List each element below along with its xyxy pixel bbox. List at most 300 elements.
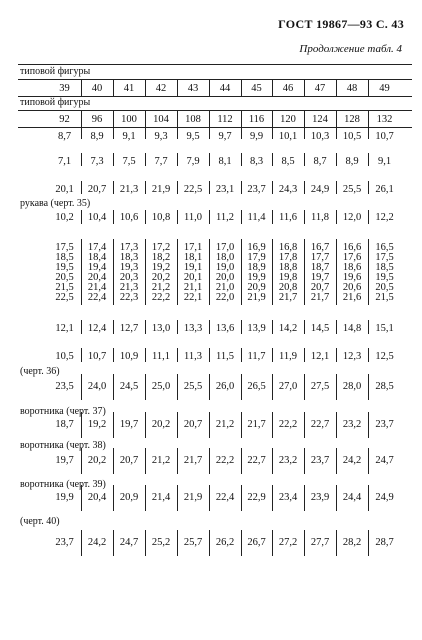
table-cell: 19,8 — [278, 272, 298, 283]
table-cell: 25,5 — [342, 184, 362, 195]
column-divider — [368, 348, 369, 362]
column-divider — [81, 485, 82, 511]
table-cell: 10,9 — [119, 351, 139, 362]
table-cell: 22,5 — [183, 184, 203, 195]
table-cell: 21,7 — [278, 292, 298, 303]
column-divider — [81, 374, 82, 400]
table-cell: 22,2 — [215, 455, 235, 466]
column-divider — [145, 210, 146, 224]
table-cell: 20,1 — [183, 272, 203, 283]
table-cell: 25,2 — [151, 537, 171, 548]
column-divider — [209, 530, 210, 556]
table-cell: 23,1 — [215, 184, 235, 195]
column-divider — [368, 110, 369, 127]
table-cell: 21,3 — [119, 282, 139, 293]
table-cell: 18,7 — [55, 419, 74, 430]
table-cell: 14,2 — [278, 323, 298, 334]
table-cell: 45 — [251, 83, 262, 94]
column-divider — [113, 412, 114, 438]
table-cell: 17,5 — [55, 242, 74, 253]
column-divider — [113, 485, 114, 511]
column-divider — [241, 128, 242, 139]
column-divider — [209, 485, 210, 511]
column-divider — [241, 448, 242, 474]
table-cell: 27,2 — [278, 537, 298, 548]
table-cell: 43 — [187, 83, 199, 94]
table-cell: 23,5 — [55, 381, 74, 392]
column-divider — [304, 348, 305, 362]
section-label: (черт. 36) — [20, 366, 60, 377]
table-cell: 12,3 — [342, 351, 362, 362]
table-cell: 18,3 — [119, 252, 139, 263]
table-cell: 19,7 — [310, 272, 330, 283]
column-divider — [113, 374, 114, 400]
table-cell: 21,5 — [55, 282, 74, 293]
table-cell: 8,1 — [218, 156, 232, 167]
column-divider — [177, 79, 178, 96]
table-cell: 24,9 — [375, 492, 394, 503]
table-cell: 11,4 — [247, 212, 266, 223]
column-divider — [145, 79, 146, 96]
table-cell: 18,1 — [183, 252, 203, 263]
column-divider — [145, 110, 146, 127]
table-cell: 16,9 — [247, 242, 266, 253]
table-cell: 19,5 — [55, 262, 74, 273]
column-divider — [145, 239, 146, 305]
table-cell: 20,9 — [119, 492, 139, 503]
column-divider — [241, 79, 242, 96]
table-cell: 22,2 — [278, 419, 298, 430]
table-cell: 11,5 — [216, 351, 234, 362]
column-divider — [209, 348, 210, 362]
table-cell: 19,7 — [119, 419, 139, 430]
table-cell: 28,2 — [342, 537, 362, 548]
column-divider — [177, 320, 178, 334]
table-cell: 24,2 — [342, 455, 362, 466]
column-divider — [272, 181, 273, 194]
table-cell: 20,7 — [119, 455, 139, 466]
table-cell: 12,0 — [342, 212, 362, 223]
column-divider — [145, 485, 146, 511]
table-cell: 19,7 — [55, 455, 74, 466]
table-cell: 44 — [219, 83, 231, 94]
column-divider — [81, 110, 82, 127]
column-divider — [113, 530, 114, 556]
table-cell: 11,8 — [311, 212, 329, 223]
table-cell: 132 — [376, 114, 393, 125]
column-divider — [145, 374, 146, 400]
column-divider — [272, 412, 273, 438]
column-divider — [304, 79, 305, 96]
table-cell: 26,7 — [247, 537, 266, 548]
table-cell: 9,5 — [186, 131, 200, 142]
table-cell: 10,2 — [55, 212, 74, 223]
column-divider — [145, 448, 146, 474]
table-cell: 16,8 — [278, 242, 298, 253]
table-cell: 20,2 — [87, 455, 107, 466]
column-divider — [304, 448, 305, 474]
table-cell: 10,5 — [342, 131, 362, 142]
table-cell: 18,7 — [310, 262, 330, 273]
table-cell: 20,2 — [151, 419, 171, 430]
column-divider — [304, 181, 305, 194]
table-cell: 20,7 — [310, 282, 330, 293]
table-cell: 19,3 — [119, 262, 139, 273]
column-divider — [368, 128, 369, 139]
table-cell: 11,2 — [216, 212, 234, 223]
table-cell: 22,5 — [55, 292, 74, 303]
table-cell: 96 — [91, 114, 103, 125]
table-cell: 22,7 — [310, 419, 330, 430]
column-divider — [336, 239, 337, 305]
table-cell: 124 — [312, 114, 328, 125]
table-rule — [18, 127, 412, 128]
table-cell: 26,2 — [215, 537, 235, 548]
column-divider — [304, 485, 305, 511]
table-cell: 10,3 — [310, 131, 330, 142]
column-divider — [304, 374, 305, 400]
table-cell: 20,5 — [55, 272, 74, 283]
column-divider — [113, 79, 114, 96]
section-label: воротника (черт. 39) — [20, 479, 106, 490]
table-cell: 24,9 — [310, 184, 330, 195]
table-cell: 8,7 — [57, 131, 72, 142]
table-cell: 19,4 — [87, 262, 107, 273]
column-divider — [209, 320, 210, 334]
table-cell: 15,1 — [375, 323, 394, 334]
table-cell: 23,2 — [342, 419, 362, 430]
column-divider — [241, 374, 242, 400]
column-divider — [272, 210, 273, 224]
table-cell: 22,4 — [87, 292, 107, 303]
table-cell: 23,7 — [55, 537, 74, 548]
table-cell: 27,5 — [310, 381, 330, 392]
table-cell: 22,3 — [119, 292, 139, 303]
column-divider — [336, 348, 337, 362]
column-divider — [241, 412, 242, 438]
column-divider — [81, 348, 82, 362]
table-cell: 24,2 — [87, 537, 107, 548]
table-cell: 10,1 — [278, 131, 298, 142]
table-cell: 10,7 — [375, 131, 394, 142]
table-cell: 20,4 — [87, 492, 107, 503]
table-cell: 46 — [282, 83, 294, 94]
column-divider — [209, 153, 210, 166]
table-cell: 20,3 — [119, 272, 139, 283]
table-cell: 11,1 — [152, 351, 170, 362]
column-divider — [272, 374, 273, 400]
column-divider — [304, 412, 305, 438]
table-cell: 21,6 — [342, 292, 362, 303]
table-cell: 7,3 — [90, 156, 104, 167]
table-cell: 23,7 — [375, 419, 394, 430]
table-cell: 7,5 — [122, 156, 136, 167]
table-cell: 23,4 — [278, 492, 298, 503]
table-cell: 120 — [280, 114, 296, 125]
table-cell: 19,0 — [215, 262, 235, 273]
table-cell: 24,0 — [87, 381, 107, 392]
column-divider — [113, 128, 114, 139]
column-divider — [81, 412, 82, 438]
table-cell: 48 — [346, 83, 358, 94]
table-cell: 14,5 — [310, 323, 330, 334]
table-cell: 26,1 — [375, 184, 394, 195]
column-divider — [368, 153, 369, 166]
table-cell: 19,2 — [151, 262, 171, 273]
table-cell: 39 — [59, 83, 70, 94]
table-rule — [18, 110, 412, 111]
table-cell: 12,4 — [87, 323, 107, 334]
table-cell: 20,7 — [87, 184, 107, 195]
column-divider — [241, 210, 242, 224]
table-cell: 22,9 — [247, 492, 266, 503]
table-cell: 9,3 — [154, 131, 168, 142]
table-cell: 9,9 — [249, 131, 264, 142]
column-divider — [81, 448, 82, 474]
table-cell: 24,7 — [375, 455, 394, 466]
table-cell: 40 — [91, 83, 103, 94]
column-divider — [241, 485, 242, 511]
column-divider — [81, 181, 82, 194]
table-cell: 21,2 — [151, 282, 171, 293]
table-cell: 19,9 — [55, 492, 74, 503]
column-divider — [368, 320, 369, 334]
column-divider — [113, 153, 114, 166]
column-divider — [113, 348, 114, 362]
table-cell: 20,8 — [278, 282, 298, 293]
column-divider — [272, 530, 273, 556]
column-divider — [209, 128, 210, 139]
column-divider — [272, 239, 273, 305]
table-cell: 10,8 — [151, 212, 171, 223]
column-divider — [209, 448, 210, 474]
column-divider — [177, 448, 178, 474]
table-cell: 9,1 — [377, 156, 392, 167]
table-cell: 92 — [59, 114, 70, 125]
table-cell: 11,7 — [247, 351, 266, 362]
table-cell: 24,4 — [342, 492, 362, 503]
column-divider — [241, 348, 242, 362]
column-divider — [368, 210, 369, 224]
table-cell: 42 — [155, 83, 167, 94]
table-cell: 17,5 — [375, 252, 394, 263]
table-cell: 116 — [248, 114, 265, 125]
table-cell: 41 — [123, 83, 135, 94]
table-cell: 20,5 — [375, 282, 394, 293]
table-cell: 12,1 — [55, 323, 74, 334]
table-cell: 11,6 — [279, 212, 297, 223]
table-cell: 18,8 — [278, 262, 298, 273]
table-cell: 18,2 — [151, 252, 171, 263]
column-divider — [304, 320, 305, 334]
column-divider — [81, 79, 82, 96]
table-cell: 17,1 — [183, 242, 203, 253]
page-header-title: ГОСТ 19867—93 С. 43 — [278, 17, 404, 31]
table-cell: 21,2 — [151, 455, 171, 466]
column-divider — [272, 128, 273, 139]
section-label: воротника (черт. 38) — [20, 440, 106, 451]
column-divider — [304, 530, 305, 556]
table-cell: 21,7 — [310, 292, 330, 303]
column-divider — [177, 210, 178, 224]
table-cell: 21,7 — [183, 455, 203, 466]
column-divider — [81, 320, 82, 334]
column-divider — [209, 239, 210, 305]
table-cell: 18,6 — [342, 262, 362, 273]
table-cell: 17,0 — [215, 242, 235, 253]
table-cell: 22,7 — [247, 455, 266, 466]
table-cell: 17,9 — [247, 252, 266, 263]
column-divider — [304, 128, 305, 139]
table-cell: 8,9 — [345, 156, 359, 167]
table-cell: 19,1 — [183, 262, 203, 273]
table-cell: 18,0 — [215, 252, 235, 263]
table-cell: 104 — [153, 114, 169, 125]
column-divider — [336, 79, 337, 96]
column-divider — [209, 374, 210, 400]
column-divider — [177, 239, 178, 305]
column-divider — [304, 239, 305, 305]
column-divider — [304, 153, 305, 166]
table-cell: 21,4 — [87, 282, 107, 293]
table-cell: 12,2 — [375, 212, 394, 223]
column-divider — [272, 448, 273, 474]
column-divider — [113, 181, 114, 194]
column-divider — [368, 79, 369, 96]
table-cell: 47 — [314, 83, 326, 94]
column-divider — [336, 181, 337, 194]
table-cell: 10,4 — [87, 212, 107, 223]
column-divider — [209, 110, 210, 127]
table-cell: 19,5 — [375, 272, 394, 283]
table-cell: 24,7 — [119, 537, 139, 548]
column-divider — [272, 485, 273, 511]
table-cell: 21,4 — [151, 492, 171, 503]
table-rule — [18, 79, 412, 80]
column-divider — [145, 412, 146, 438]
column-divider — [241, 181, 242, 194]
column-divider — [304, 110, 305, 127]
column-divider — [81, 128, 82, 139]
column-divider — [177, 128, 178, 139]
column-divider — [113, 110, 114, 127]
column-divider — [368, 448, 369, 474]
table-cell: 21,9 — [247, 292, 266, 303]
section-label: (черт. 40) — [20, 516, 60, 527]
column-divider — [368, 412, 369, 438]
table-cell: 100 — [121, 114, 137, 125]
column-divider — [368, 181, 369, 194]
column-divider — [113, 210, 114, 224]
table-cell: 19,9 — [247, 272, 266, 283]
table-cell: 23,7 — [310, 455, 330, 466]
column-divider — [145, 153, 146, 166]
table-cell: 7,1 — [57, 156, 72, 167]
table-cell: 12,7 — [119, 323, 139, 334]
column-divider — [336, 110, 337, 127]
column-divider — [336, 153, 337, 166]
table-cell: 17,4 — [87, 242, 107, 253]
column-divider — [336, 374, 337, 400]
column-divider — [177, 485, 178, 511]
table-cell: 24,5 — [119, 381, 139, 392]
column-divider — [241, 153, 242, 166]
table-cell: 17,8 — [278, 252, 298, 263]
table-cell: 21,0 — [215, 282, 235, 293]
column-divider — [177, 153, 178, 166]
table-cell: 7,7 — [154, 156, 168, 167]
table-cell: 25,5 — [183, 381, 203, 392]
table-cell: 112 — [217, 114, 233, 125]
section-label: рукава (черт. 35) — [20, 198, 91, 209]
table-cell: 25,7 — [183, 537, 203, 548]
table-cell: 9,7 — [218, 131, 232, 142]
table-cell: 18,4 — [87, 252, 107, 263]
table-cell: 24,3 — [278, 184, 298, 195]
table-cell: 28,5 — [375, 381, 394, 392]
column-divider — [272, 348, 273, 362]
section-label: воротника (черт. 37) — [20, 406, 106, 417]
table-cell: 20,0 — [215, 272, 235, 283]
header-row-label: типовой фигуры — [20, 66, 91, 77]
column-divider — [209, 210, 210, 224]
column-divider — [336, 320, 337, 334]
column-divider — [177, 412, 178, 438]
table-continuation-caption: Продолжение табл. 4 — [299, 43, 402, 55]
table-cell: 23,7 — [247, 184, 266, 195]
column-divider — [81, 210, 82, 224]
column-divider — [209, 412, 210, 438]
column-divider — [241, 239, 242, 305]
column-divider — [368, 239, 369, 305]
column-divider — [145, 181, 146, 194]
column-divider — [81, 530, 82, 556]
table-cell: 7,9 — [186, 156, 200, 167]
table-cell: 17,6 — [342, 252, 362, 263]
table-cell: 13,6 — [215, 323, 235, 334]
column-divider — [272, 320, 273, 334]
column-divider — [336, 210, 337, 224]
column-divider — [272, 79, 273, 96]
table-cell: 20,1 — [55, 184, 74, 195]
column-divider — [209, 79, 210, 96]
column-divider — [113, 239, 114, 305]
column-divider — [145, 320, 146, 334]
table-cell: 22,1 — [183, 292, 203, 303]
table-cell: 8,3 — [249, 156, 264, 167]
table-cell: 10,7 — [87, 351, 107, 362]
table-cell: 21,1 — [183, 282, 203, 293]
table-cell: 11,0 — [184, 212, 202, 223]
column-divider — [209, 181, 210, 194]
table-cell: 20,2 — [151, 272, 171, 283]
column-divider — [241, 110, 242, 127]
table-cell: 23,9 — [310, 492, 330, 503]
table-cell: 10,5 — [55, 351, 74, 362]
column-divider — [177, 348, 178, 362]
table-cell: 13,9 — [247, 323, 266, 334]
column-divider — [177, 374, 178, 400]
table-cell: 26,5 — [247, 381, 266, 392]
column-divider — [368, 530, 369, 556]
table-cell: 10,6 — [119, 212, 139, 223]
table-cell: 9,1 — [122, 131, 136, 142]
table-cell: 22,4 — [215, 492, 235, 503]
column-divider — [177, 181, 178, 194]
table-cell: 21,5 — [375, 292, 394, 303]
table-cell: 20,6 — [342, 282, 362, 293]
column-divider — [81, 239, 82, 305]
